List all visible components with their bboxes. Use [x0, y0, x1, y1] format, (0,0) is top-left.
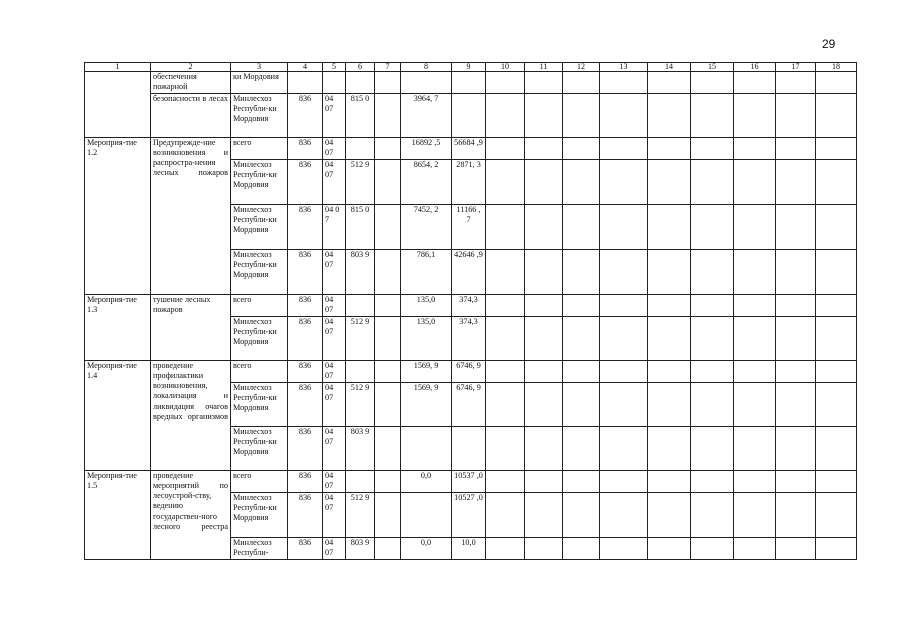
- table-row: [85, 93, 857, 137]
- cell-code: 836: [288, 382, 323, 426]
- column-header: 15: [691, 63, 734, 72]
- cell-code: 512 9: [346, 492, 375, 537]
- cell-code: 04 07: [323, 360, 346, 382]
- cell-source: ки Мордовия: [231, 72, 288, 94]
- cell-source: Минлесхоз Республи-ки Мордовия: [231, 426, 288, 470]
- column-header: 14: [648, 63, 691, 72]
- cell-value: 1569, 9: [401, 360, 452, 382]
- cell-measure: [85, 72, 151, 138]
- cell-code: 04 07: [323, 316, 346, 360]
- cell-code: 512 9: [346, 316, 375, 360]
- cell-value: 135,0: [401, 316, 452, 360]
- cell-value: 56684 ,9: [452, 137, 486, 159]
- cell-code: 836: [288, 93, 323, 137]
- cell-value: 6746, 9: [452, 382, 486, 426]
- cell-code: 815 0: [346, 93, 375, 137]
- cell-code: 836: [288, 360, 323, 382]
- cell-value: 2871, 3: [452, 159, 486, 204]
- cell-value: 16892 ,5: [401, 137, 452, 159]
- cell-code: 04 07: [323, 382, 346, 426]
- column-header: 2: [151, 63, 231, 72]
- cell-source: Минлесхоз Республи-ки Мордовия: [231, 316, 288, 360]
- cell-description: обеспечения пожарной: [151, 72, 231, 94]
- cell-description: тушение лесных пожаров: [151, 294, 231, 360]
- cell-code: 803 9: [346, 426, 375, 470]
- cell-code: 836: [288, 294, 323, 316]
- cell-value: 374,3: [452, 316, 486, 360]
- cell-description: Предупрежде-ние возникновения и распростра-нения лесных пожаров: [151, 137, 231, 294]
- cell-measure: Мероприя-тие 1.3: [85, 294, 151, 360]
- column-header: 10: [486, 63, 525, 72]
- column-header: 6: [346, 63, 375, 72]
- header-row: [85, 63, 857, 72]
- cell-value: 10527 ,0: [452, 492, 486, 537]
- cell-value: 42646 ,9: [452, 249, 486, 294]
- cell-code: 836: [288, 137, 323, 159]
- cell-code: 803 9: [346, 537, 375, 559]
- cell-value: [452, 426, 486, 470]
- cell-value: 8654, 2: [401, 159, 452, 204]
- cell-value: 786,1: [401, 249, 452, 294]
- budget-table: [84, 62, 857, 560]
- cell-code: 836: [288, 204, 323, 249]
- cell-code: 04 07: [323, 93, 346, 137]
- cell-code: 836: [288, 426, 323, 470]
- table-row: [85, 137, 857, 159]
- cell-code: 04 07: [323, 159, 346, 204]
- column-header: 12: [563, 63, 600, 72]
- cell-code: 836: [288, 537, 323, 559]
- column-header: 11: [525, 63, 563, 72]
- table-row: [85, 294, 857, 316]
- column-header: 9: [452, 63, 486, 72]
- page-number: 29: [822, 37, 836, 51]
- cell-source: всего: [231, 294, 288, 316]
- cell-code: 512 9: [346, 159, 375, 204]
- cell-code: [346, 360, 375, 382]
- column-header: 7: [375, 63, 401, 72]
- column-header: 16: [734, 63, 776, 72]
- cell-code: 803 9: [346, 249, 375, 294]
- cell-measure: Мероприя-тие 1.2: [85, 137, 151, 294]
- table-row: [85, 360, 857, 382]
- cell-code: 04 07: [323, 426, 346, 470]
- cell-measure: Мероприя-тие 1.5: [85, 470, 151, 559]
- cell-code: 04 07: [323, 294, 346, 316]
- cell-code: 836: [288, 470, 323, 492]
- cell-value: 10,0: [452, 537, 486, 559]
- column-header: 5: [323, 63, 346, 72]
- cell-measure: Мероприя-тие 1.4: [85, 360, 151, 470]
- cell-description: безопасности в лесах: [151, 93, 231, 137]
- cell-value: 11166 , 7: [452, 204, 486, 249]
- cell-code: 836: [288, 492, 323, 537]
- cell-source: Минлесхоз Республи-ки Мордовия: [231, 249, 288, 294]
- cell-code: 04 07: [323, 249, 346, 294]
- table-row: [85, 470, 857, 492]
- cell-source: Минлесхоз Республи-: [231, 537, 288, 559]
- cell-code: 836: [288, 159, 323, 204]
- cell-source: Минлесхоз Республи-ки Мордовия: [231, 159, 288, 204]
- cell-code: 512 9: [346, 382, 375, 426]
- cell-source: Минлесхоз Республи-ки Мордовия: [231, 93, 288, 137]
- cell-value: 6746, 9: [452, 360, 486, 382]
- cell-value: 0,0: [401, 470, 452, 492]
- cell-value: 374,3: [452, 294, 486, 316]
- column-header: 17: [776, 63, 816, 72]
- cell-source: всего: [231, 360, 288, 382]
- cell-code: 815 0: [346, 204, 375, 249]
- cell-code: 04 07: [323, 470, 346, 492]
- cell-code: 836: [288, 249, 323, 294]
- cell-description: проведение профилактики возникновения, локализация и ликвидация очагов вредных организмов: [151, 360, 231, 470]
- cell-value: [401, 492, 452, 537]
- cell-value: [452, 93, 486, 137]
- cell-source: Минлесхоз Республи-ки Мордовия: [231, 204, 288, 249]
- cell-code: 04 07: [323, 492, 346, 537]
- cell-code: [346, 294, 375, 316]
- cell-code: 04 07: [323, 537, 346, 559]
- cell-source: Минлесхоз Республи-ки Мордовия: [231, 382, 288, 426]
- cell-source: Минлесхоз Республи-ки Мордовия: [231, 492, 288, 537]
- column-header: 1: [85, 63, 151, 72]
- cell-value: 1569, 9: [401, 382, 452, 426]
- table-row: [85, 72, 857, 94]
- cell-code: 836: [288, 316, 323, 360]
- cell-code: [346, 470, 375, 492]
- cell-code: 04 07: [323, 137, 346, 159]
- column-header: 18: [816, 63, 857, 72]
- cell-source: всего: [231, 137, 288, 159]
- cell-source: всего: [231, 470, 288, 492]
- column-header: 13: [600, 63, 648, 72]
- cell-value: 3964, 7: [401, 93, 452, 137]
- cell-description: проведение мероприятий по лесоустрой-ству, ведению государствен-ного лесного реестра: [151, 470, 231, 559]
- cell-value: 10537 ,0: [452, 470, 486, 492]
- column-header: 3: [231, 63, 288, 72]
- column-header: 4: [288, 63, 323, 72]
- cell-code: [346, 137, 375, 159]
- cell-value: 0,0: [401, 537, 452, 559]
- cell-code: 04 0 7: [323, 204, 346, 249]
- column-header: 8: [401, 63, 452, 72]
- cell-value: 135,0: [401, 294, 452, 316]
- cell-value: [401, 426, 452, 470]
- cell-value: 7452, 2: [401, 204, 452, 249]
